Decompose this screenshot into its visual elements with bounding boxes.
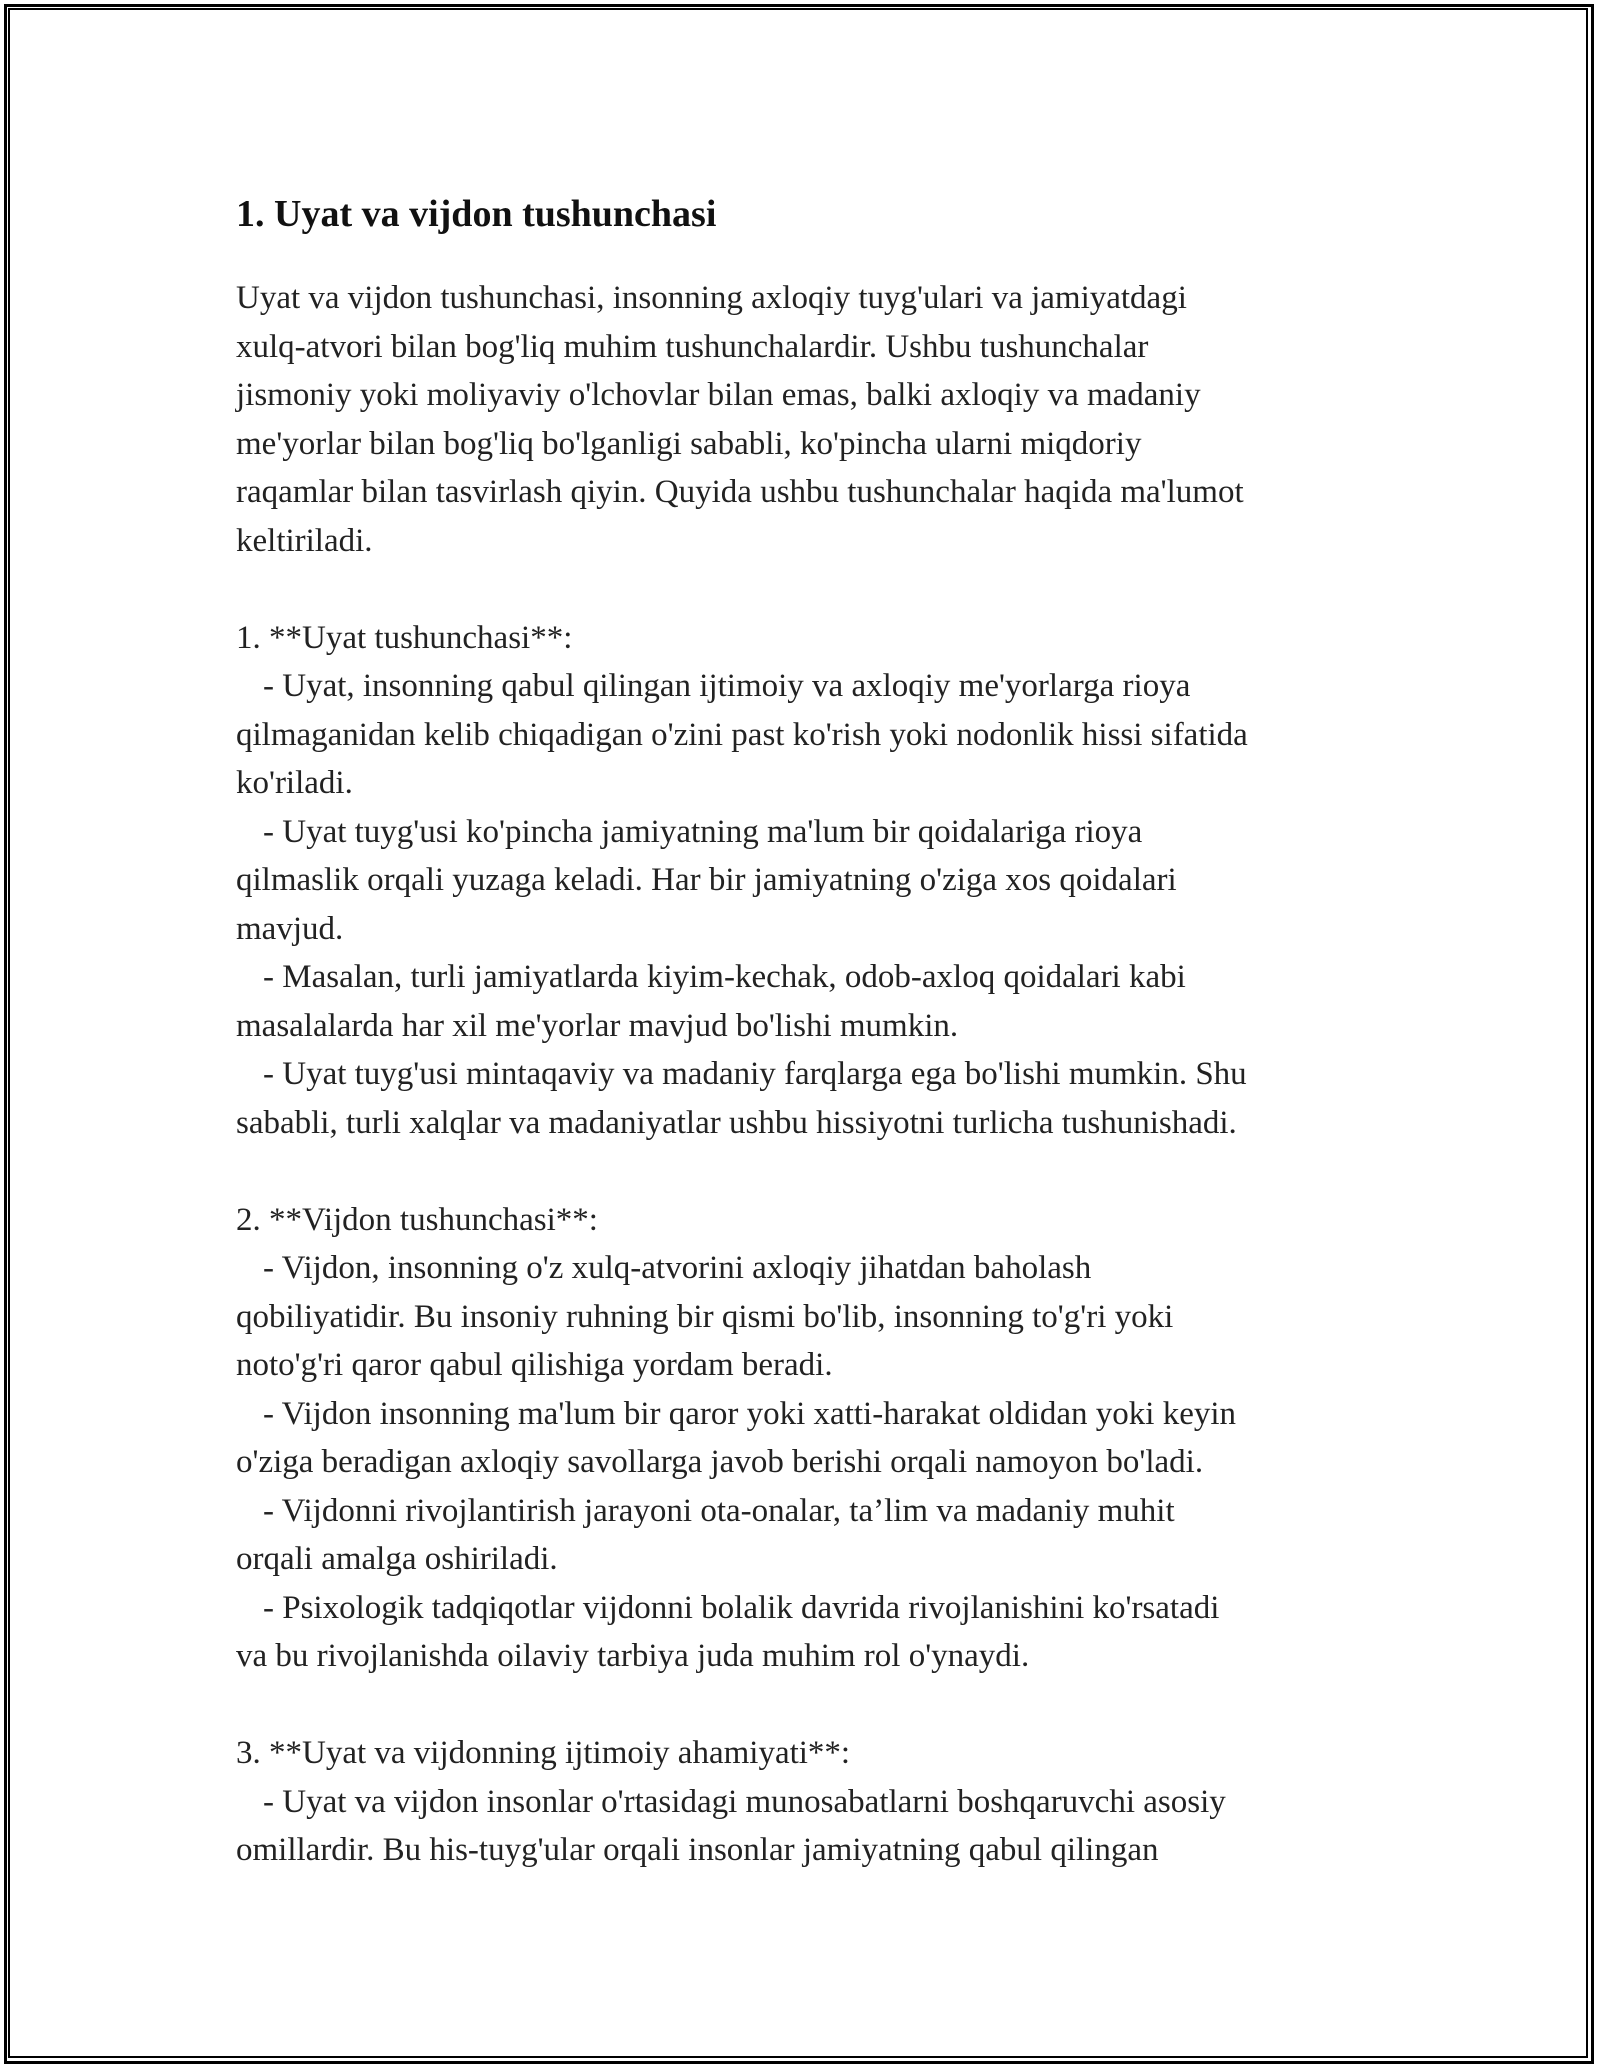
- list-item-line: - Uyat tuyg'usi mintaqaviy va madaniy farqlarga ega bo'lishi mumkin. Shu: [263, 1056, 1247, 1092]
- list-item-line: masalalarda har xil me'yorlar mavjud bo'lishi mumkin.: [236, 1007, 959, 1044]
- intro-line: raqamlar bilan tasvirlash qiyin. Quyida ushbu tushunchalar haqida ma'lumot: [236, 474, 1244, 510]
- list-item-line: noto'g'ri qaror qabul qilishiga yordam beradi.: [236, 1347, 833, 1383]
- intro-line: keltiriladi.: [236, 522, 373, 559]
- intro-line: xulq-atvori bilan bog'liq muhim tushunchalardir. Ushbu tushunchalar: [236, 328, 1149, 365]
- section-heading: 1. **Uyat tushunchasi**:: [236, 619, 573, 656]
- list-item-line: sababli, turli xalqlar va madaniyatlar ushbu hissiyotni turlicha tushunishadi.: [236, 1104, 1237, 1141]
- intro-line: jismoniy yoki moliyaviy o'lchovlar bilan emas, balki axloqiy va madaniy: [236, 377, 1201, 413]
- section-vijdon: [236, 1196, 1386, 1681]
- list-item-line: orqali amalga oshiriladi.: [236, 1541, 558, 1577]
- document-title: 1. Uyat va vijdon tushunchasi: [236, 193, 717, 235]
- list-item-line: - Vijdon, insonning o'z xulq-atvorini axloqiy jihatdan baholash: [263, 1250, 1092, 1286]
- list-item-line: qilmaganidan kelib chiqadigan o'zini past ko'rish yoki nodonlik hissi sifatida: [236, 716, 1248, 753]
- list-item-line: - Psixologik tadqiqotlar vijdonni bolalik davrida rivojlanishini ko'rsatadi: [263, 1589, 1220, 1626]
- section-ijtimoiy-ahamiyat: [236, 1729, 1386, 1875]
- spacer: [236, 565, 1386, 614]
- list-item-line: - Uyat tuyg'usi ko'pincha jamiyatning ma'lum bir qoidalariga rioya: [263, 813, 1143, 850]
- list-item-line: - Masalan, turli jamiyatlarda kiyim-kechak, odob-axloq qoidalari kabi: [263, 959, 1186, 995]
- list-item-line: o'ziga beradigan axloqiy savollarga javob berishi orqali namoyon bo'ladi.: [236, 1444, 1204, 1480]
- list-item-line: - Vijdon insonning ma'lum bir qaror yoki xatti-harakat oldidan yoki keyin: [263, 1395, 1237, 1432]
- spacer: [236, 1681, 1386, 1730]
- section-heading: 3. **Uyat va vijdonning ijtimoiy ahamiyati**:: [236, 1735, 851, 1771]
- list-item-line: ko'riladi.: [236, 765, 353, 801]
- list-item-line: - Vijdonni rivojlantirish jarayoni ota-onalar, ta’lim va madaniy muhit: [263, 1492, 1175, 1529]
- list-item-line: qilmaslik orqali yuzaga keladi. Har bir jamiyatning o'ziga xos qoidalari: [236, 862, 1177, 898]
- list-item-line: - Uyat va vijdon insonlar o'rtasidagi munosabatlarni boshqaruvchi asosiy: [263, 1783, 1226, 1820]
- intro-line: Uyat va vijdon tushunchasi, insonning axloqiy tuyg'ulari va jamiyatdagi: [236, 280, 1187, 316]
- list-item-line: qobiliyatidir. Bu insoniy ruhning bir qismi bo'lib, insonning to'g'ri yoki: [236, 1298, 1174, 1335]
- section-uyat: [236, 614, 1386, 1148]
- list-item-line: - Uyat, insonning qabul qilingan ijtimoiy va axloqiy me'yorlarga rioya: [263, 668, 1191, 704]
- intro-line: me'yorlar bilan bog'liq bo'lganligi sababli, ko'pincha ularni miqdoriy: [236, 425, 1142, 462]
- list-item-line: mavjud.: [236, 910, 344, 947]
- spacer: [236, 1147, 1386, 1196]
- intro-paragraph: [236, 274, 1386, 565]
- list-item-line: va bu rivojlanishda oilaviy tarbiya juda muhim rol o'ynaydi.: [236, 1638, 1030, 1674]
- section-heading: 2. **Vijdon tushunchasi**:: [236, 1201, 598, 1238]
- list-item-line: omillardir. Bu his-tuyg'ular orqali insonlar jamiyatning qabul qilingan: [236, 1832, 1159, 1868]
- document-page: [236, 186, 1386, 1875]
